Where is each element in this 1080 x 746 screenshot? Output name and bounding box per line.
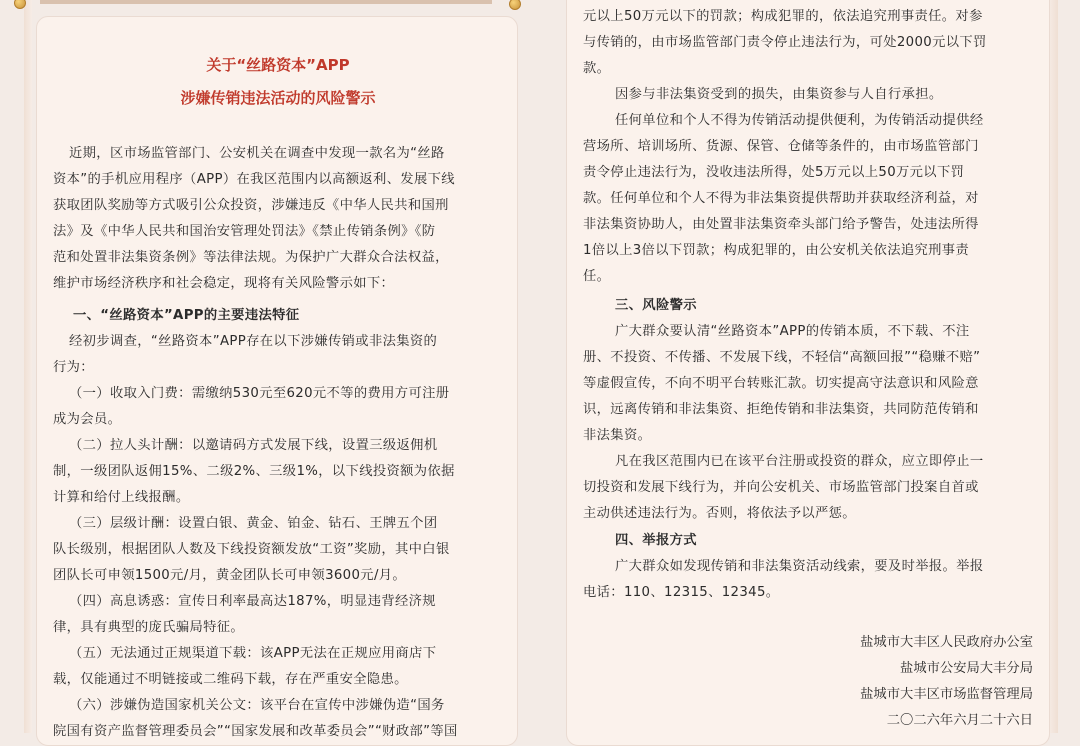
right-text-line: 责令停止违法行为，没收违法所得，处5万元以上50万元以下罚 (583, 165, 965, 180)
right-text-line: 切投资和发展下线行为，并向公安机关、市场监管部门投案自首或 (583, 480, 979, 495)
notice-subtitle: 涉嫌传销违法活动的风险警示 (180, 89, 376, 107)
right-text-line: 广大群众要认清“丝路资本”APP的传销本质，不下载、不注 (615, 324, 970, 339)
right-text-line: 电话：110、12315、12345。 (583, 585, 780, 600)
left-text-line: 制，一级团队返佣15%、二级2%、三级1%，以下线投资额为依据 (53, 464, 455, 479)
left-text-line: 范和处置非法集资条例》等法律法规。为保护广大群众合法权益， (53, 250, 449, 265)
notice-title: 关于“丝路资本”APP (206, 56, 350, 74)
left-text-line: 经初步调查，“丝路资本”APP存在以下涉嫌传销或非法集资的 (69, 334, 438, 349)
right-text-line: 广大群众如发现传销和非法集资活动线索，要及时举报。举报 (615, 559, 984, 574)
right-text-line: 册、不投资、不传播、不发展下线，不轻信“高额回报”“稳赚不赔” (583, 350, 981, 365)
notice-right-panel (566, 0, 1050, 746)
right-text-line: 等虚假宣传，不向不明平台转账汇款。切实提高守法意识和风险意 (583, 376, 979, 391)
right-text-line: 凡在我区范围内已在该平台注册或投资的群众，应立即停止一 (615, 454, 984, 469)
notice-left-panel (36, 16, 518, 746)
right-text-line: 非法集资。 (583, 428, 652, 443)
left-text-line: （一）收取入门费：需缴纳530元至620元不等的费用方可注册 (69, 386, 450, 401)
signature-organization: 盐城市大丰区市场监督管理局 (860, 687, 1033, 702)
left-text-line: 院国有资产监督管理委员会”“国家发展和改革委员会”“财政部”等国 (53, 724, 458, 739)
left-text-line: 获取团队奖励等方式吸引公众投资，涉嫌违反《中华人民共和国刑 (53, 198, 449, 213)
right-text-line: 非法集资协助人，由处置非法集资牵头部门给予警告，处违法所得 (583, 217, 979, 232)
gold-bead-icon (509, 0, 521, 10)
signature-date: 二〇二六年六月二十六日 (886, 713, 1033, 728)
signature-organization: 盐城市公安局大丰分局 (900, 661, 1033, 676)
right-text-line: 元以上50万元以下的罚款；构成犯罪的，依法追究刑事责任。对参 (583, 9, 983, 24)
right-text-line: 与传销的，由市场监管部门责令停止违法行为，可处2000元以下罚 (583, 35, 987, 50)
right-text-line: 任。 (583, 269, 611, 284)
left-text-line: 维护市场经济秩序和社会稳定，现将有关风险警示如下： (53, 276, 395, 291)
right-text-line: 因参与非法集资受到的损失，由集资参与人自行承担。 (615, 87, 943, 102)
left-text-line: 律，具有典型的庞氏骗局特征。 (53, 620, 245, 635)
right-text-line: 任何单位和个人不得为传销活动提供便利，为传销活动提供经 (615, 113, 984, 128)
left-text-line: 计算和给付上线报酬。 (53, 490, 190, 505)
right-text-line: 营场所、培训场所、货源、保管、仓储等条件的，由市场监管部门 (583, 139, 979, 154)
left-text-line: 行为： (53, 360, 94, 375)
right-text-line: 主动供述违法行为。否则，将依法予以严惩。 (583, 506, 856, 521)
left-text-line: 载，仅能通过不明链接或二维码下载，存在严重安全隐患。 (53, 672, 408, 687)
left-text-line: （六）涉嫌伪造国家机关公文：该平台在宣传中涉嫌伪造“国务 (69, 698, 445, 713)
left-text-line: 队长级别，根据团队人数及下线投资额发放“工资”奖励，其中白银 (53, 542, 450, 557)
left-text-line: （二）拉人头计酬：以邀请码方式发展下线，设置三级返佣机 (69, 438, 438, 453)
signature-organization: 盐城市大丰区人民政府办公室 (860, 635, 1033, 650)
right-text-line: 款。 (583, 61, 611, 76)
left-text-line: 近期，区市场监管部门、公安机关在调查中发现一款名为“丝路 (69, 146, 445, 161)
top-rule (40, 0, 492, 4)
right-text-line: 款。任何单位和个人不得为非法集资提供帮助并获取经济利益，对 (583, 191, 979, 206)
left-text-line: （四）高息诱惑：宣传日利率最高达187%，明显违背经济规 (69, 594, 436, 609)
right-text-line: 识，远离传销和非法集资、拒绝传销和非法集资，共同防范传销和 (583, 402, 979, 417)
left-text-line: 资本”的手机应用程序（APP）在我区范围内以高额返利、发展下线 (53, 172, 455, 187)
right-section-heading: 四、举报方式 (615, 533, 697, 548)
left-section-heading: 一、“丝路资本”APP的主要违法特征 (73, 308, 300, 323)
left-text-line: 团队长可申领1500元/月，黄金团队长可申领3600元/月。 (53, 568, 407, 583)
left-text-line: 成为会员。 (53, 412, 122, 427)
right-section-heading: 三、风险警示 (615, 298, 697, 313)
left-text-line: 法》及《中华人民共和国治安管理处罚法》《禁止传销条例》《防 (53, 224, 436, 239)
left-text-line: （三）层级计酬：设置白银、黄金、铂金、钻石、王牌五个团 (69, 516, 438, 531)
left-edge-strip (24, 0, 32, 733)
left-text-line: （五）无法通过正规渠道下载：该APP无法在正规应用商店下 (69, 646, 437, 661)
right-text-line: 1倍以上3倍以下罚款；构成犯罪的，由公安机关依法追究刑事责 (583, 243, 970, 258)
